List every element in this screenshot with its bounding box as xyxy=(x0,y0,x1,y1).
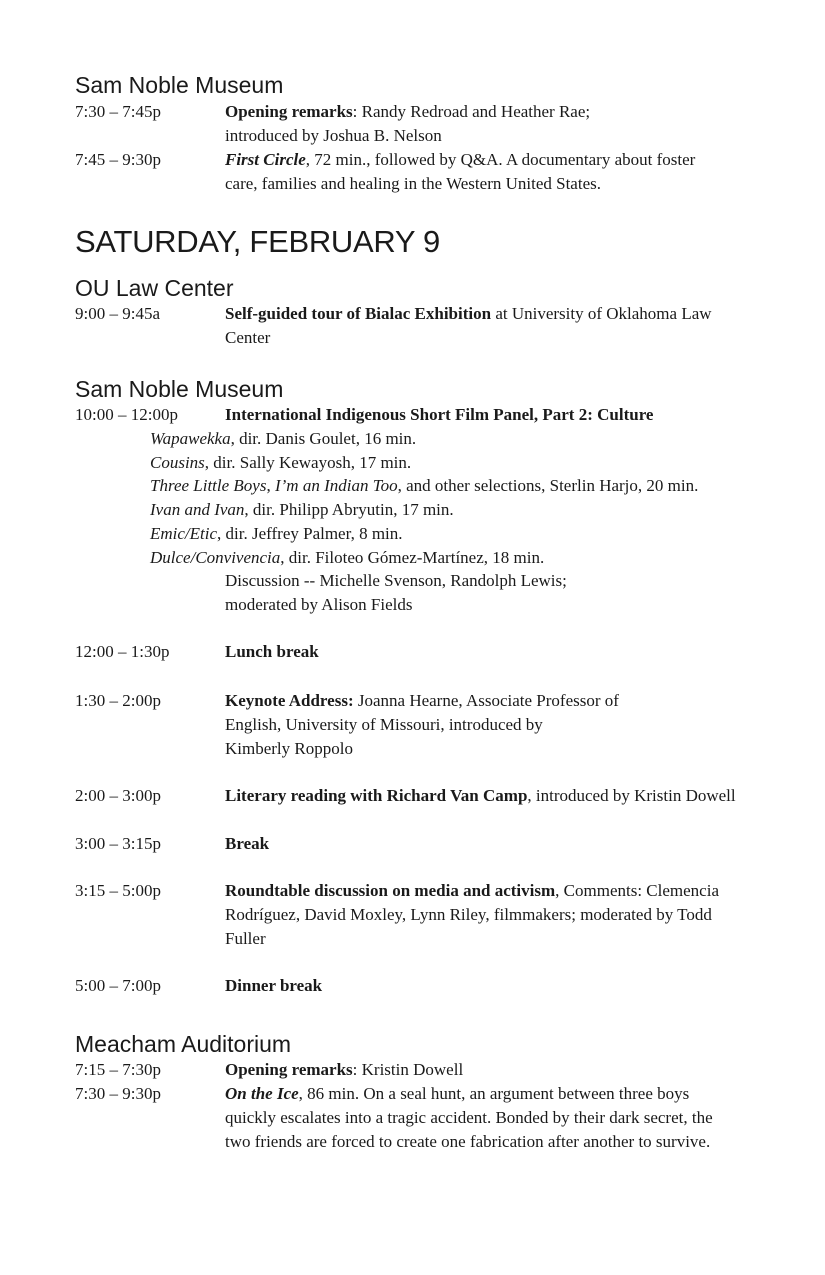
discussion-line: Discussion -- Michelle Svenson, Randolph Lewis; xyxy=(225,571,567,590)
film-title: Emic/Etic xyxy=(150,523,218,543)
event-detail: introduced by Joshua B. Nelson xyxy=(225,126,442,145)
event-detail: Rodríguez, David Moxley, Lynn Riley, filmmakers; moderated by Todd xyxy=(225,905,712,924)
venue-heading: Sam Noble Museum xyxy=(75,376,284,402)
event-detail: : Randy Redroad and Heather Rae; xyxy=(352,102,591,121)
event-detail: : Kristin Dowell xyxy=(352,1060,464,1079)
venue-heading: Meacham Auditorium xyxy=(75,1031,292,1057)
film-title: Cousins xyxy=(150,452,205,472)
event-detail: , 86 min. On a seal hunt, an argument between three boys xyxy=(298,1084,690,1103)
event-detail: two friends are forced to create one fabrication after another to survive. xyxy=(225,1132,711,1151)
event-detail: , 72 min., followed by Q&A. A documentary about foster xyxy=(305,150,696,169)
time-slot: 1:30 – 2:00p xyxy=(75,691,161,710)
event-detail: Center xyxy=(225,328,271,347)
event-description xyxy=(225,148,805,196)
event-description xyxy=(225,1058,805,1082)
film-item xyxy=(150,474,698,498)
discussion-note xyxy=(225,569,567,617)
event-description xyxy=(225,784,825,808)
event-title: Keynote Address: xyxy=(225,691,354,710)
event-detail: Joanna Hearne, Associate Professor of xyxy=(353,691,619,710)
film-title: Dulce/Convivencia xyxy=(150,547,281,567)
time-slot: 7:30 – 7:45p xyxy=(75,102,161,121)
event-detail: care, families and healing in the Western United States. xyxy=(225,174,601,193)
event-title: Lunch break xyxy=(225,642,319,661)
film-item xyxy=(150,451,698,475)
time-slot: 7:45 – 9:30p xyxy=(75,150,161,169)
event-detail: at University of Oklahoma Law xyxy=(491,304,712,323)
film-title: Wapawekka xyxy=(150,429,231,448)
film-list xyxy=(150,427,698,569)
time-slot: 5:00 – 7:00p xyxy=(75,976,161,995)
venue-heading: OU Law Center xyxy=(75,275,234,301)
film-title: Ivan and Ivan xyxy=(150,500,245,520)
event-title: Roundtable discussion on media and activism xyxy=(225,881,556,900)
film-detail: , dir. Philipp Abryutin, 17 min. xyxy=(244,500,454,520)
film-title: First Circle xyxy=(225,150,306,169)
event-title: Opening remarks xyxy=(225,102,353,121)
event-detail: quickly escalates into a tragic accident. Bonded by their dark secret, the xyxy=(225,1108,713,1127)
event-description xyxy=(225,100,805,148)
event-description xyxy=(225,403,805,427)
discussion-line: moderated by Alison Fields xyxy=(225,595,413,614)
event-description xyxy=(225,640,805,664)
time-slot: 10:00 – 12:00p xyxy=(75,405,178,424)
venue-heading: Sam Noble Museum xyxy=(75,72,284,98)
film-separator: , xyxy=(266,476,275,496)
film-item xyxy=(150,546,698,570)
time-slot: 7:30 – 9:30p xyxy=(75,1084,161,1103)
event-detail: English, University of Missouri, introduced by xyxy=(225,715,543,734)
film-title: I’m an Indian Too xyxy=(274,476,398,496)
time-slot: 7:15 – 7:30p xyxy=(75,1060,161,1079)
event-description xyxy=(225,302,805,350)
event-description xyxy=(225,879,805,951)
time-slot: 12:00 – 1:30p xyxy=(75,642,170,661)
event-title: Self-guided tour of Bialac Exhibition xyxy=(225,304,492,323)
film-detail: , and other selections, Sterlin Harjo, 20 min. xyxy=(397,476,699,496)
time-slot: 3:00 – 3:15p xyxy=(75,834,161,853)
event-detail: Fuller xyxy=(225,929,266,948)
event-description xyxy=(225,689,805,761)
event-detail: , introduced by Kristin Dowell xyxy=(527,786,736,805)
event-title: Break xyxy=(225,834,270,853)
event-description xyxy=(225,974,805,998)
event-description xyxy=(225,832,805,856)
time-slot: 3:15 – 5:00p xyxy=(75,881,161,900)
event-description xyxy=(225,1082,805,1154)
film-item xyxy=(150,427,698,451)
film-detail: , dir. Jeffrey Palmer, 8 min. xyxy=(217,523,403,543)
event-title: Literary reading with Richard Van Camp xyxy=(225,786,528,805)
time-slot: 2:00 – 3:00p xyxy=(75,786,161,805)
event-title: Dinner break xyxy=(225,976,323,995)
day-heading: SATURDAY, FEBRUARY 9 xyxy=(75,224,440,259)
film-detail: , dir. Filoteo Gómez-Martínez, 18 min. xyxy=(280,547,545,567)
film-item xyxy=(150,522,698,546)
event-title: International Indigenous Short Film Panel, Part 2: Culture xyxy=(225,405,654,424)
film-title: Three Little Boys xyxy=(150,476,267,496)
film-detail: , dir. Danis Goulet, 16 min. xyxy=(230,429,417,448)
film-detail: , dir. Sally Kewayosh, 17 min. xyxy=(204,452,412,472)
film-item xyxy=(150,498,698,522)
event-detail: , Comments: Clemencia xyxy=(555,881,719,900)
event-title: Opening remarks xyxy=(225,1060,353,1079)
event-detail: Kimberly Roppolo xyxy=(225,739,353,758)
time-slot: 9:00 – 9:45a xyxy=(75,304,160,323)
film-title: On the Ice xyxy=(225,1084,299,1103)
